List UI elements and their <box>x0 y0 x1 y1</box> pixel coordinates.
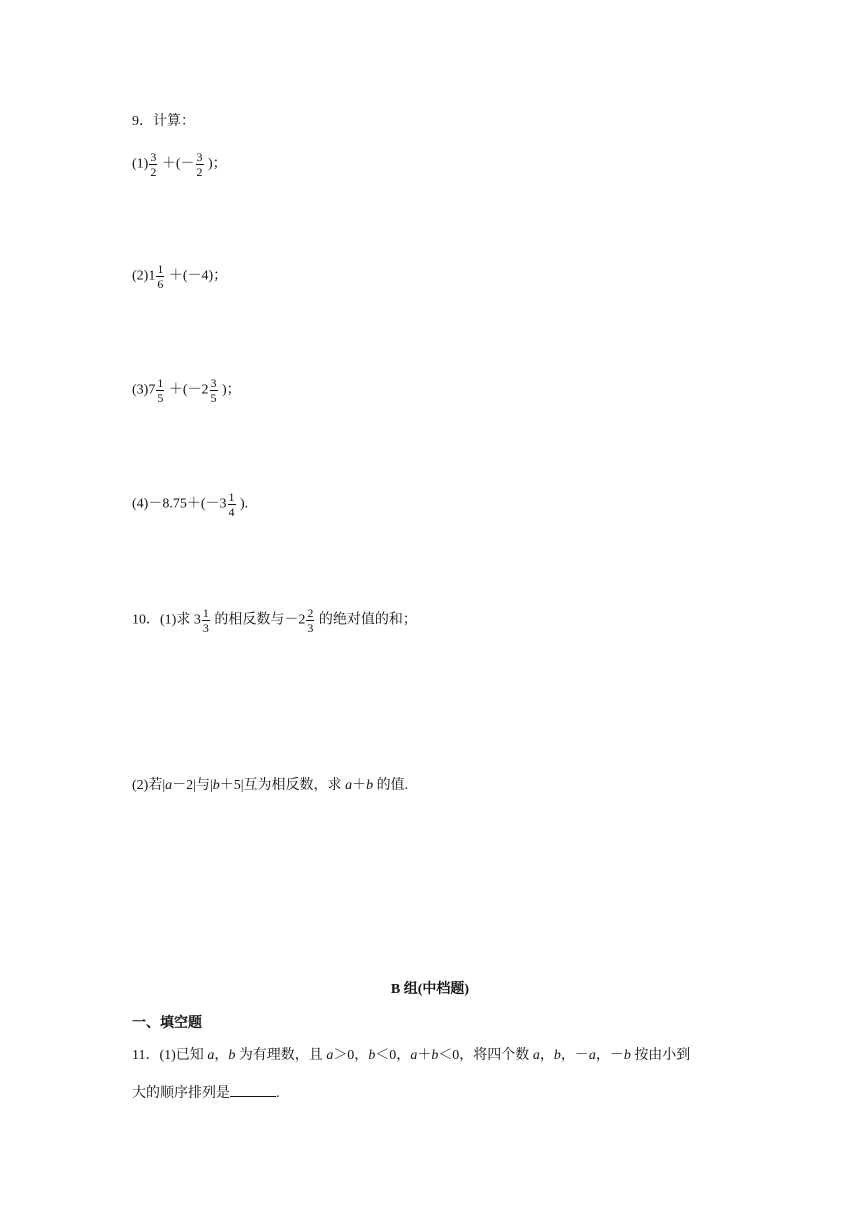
variable: a <box>345 778 353 793</box>
q10-part1 <box>132 606 417 635</box>
text-segment: ，－ <box>595 1048 624 1063</box>
variable: a <box>410 1048 418 1063</box>
q9-part3 <box>132 376 241 405</box>
fraction: $\frac{3}{2}$ <box>150 150 157 179</box>
variable: b <box>212 778 220 793</box>
q9-part1-op: ＋(－ <box>161 156 195 172</box>
q9-title: 9．计算： <box>132 114 195 129</box>
variable: b <box>366 778 374 793</box>
q9-part4-label: (4)－8.75＋(－3 <box>132 496 227 512</box>
text-segment: ＜0，将四个数 <box>438 1048 533 1063</box>
q10-part1-tail: 的绝对值的和； <box>318 612 417 628</box>
fraction: $\frac{3}{2}$ <box>196 150 203 179</box>
answer-blank[interactable] <box>230 1082 276 1097</box>
text-segment: 大的顺序排列是 <box>132 1086 230 1101</box>
text-segment: ＋ <box>417 1048 432 1063</box>
text-segment: 为有理数，且 <box>235 1048 327 1063</box>
fraction: $\frac{3}{5}$ <box>210 376 217 405</box>
fraction: $\frac{1}{4}$ <box>228 490 235 519</box>
fraction: $\frac{1}{3}$ <box>202 606 209 635</box>
q10-part1-label: 10．(1)求 3 <box>132 612 201 628</box>
q9-part1-label: (1) <box>132 156 149 172</box>
text-segment: (2)若| <box>132 778 166 793</box>
text-segment: ＋5|互为相反数，求 <box>219 778 346 793</box>
variable: b <box>431 1048 439 1063</box>
q9-part4 <box>132 490 248 519</box>
text-segment: 按由小到 <box>630 1048 691 1063</box>
group-b-heading: B 组(中档题) <box>390 982 470 997</box>
q11-line2 <box>132 1082 280 1104</box>
q9-part3-tail: )； <box>222 382 241 398</box>
q9-part1 <box>132 150 227 179</box>
variable: b <box>368 1048 376 1063</box>
variable: b <box>228 1048 236 1063</box>
text-segment: ＞0， <box>333 1048 369 1063</box>
variable: a <box>326 1048 334 1063</box>
text-segment: ，－ <box>560 1048 589 1063</box>
variable: b <box>553 1048 561 1063</box>
text-segment: －2|与| <box>172 778 213 793</box>
q10-part2 <box>132 776 408 796</box>
q9-part3-op: ＋(－2 <box>168 382 209 398</box>
variable: a <box>207 1048 215 1063</box>
variable: a <box>165 778 173 793</box>
text-segment: ＋ <box>352 778 367 793</box>
q9-part3-label: (3)7 <box>132 382 156 398</box>
q10-part1-mid: 的相反数与－2 <box>214 612 306 628</box>
q9-part1-tail: )； <box>208 156 227 172</box>
section-fill-in-blank: 一、填空题 <box>132 1016 202 1031</box>
text-segment: 11．(1)已知 <box>132 1048 208 1063</box>
q9-part4-tail: ). <box>240 496 249 512</box>
variable: a <box>588 1048 596 1063</box>
fraction: $\frac{1}{5}$ <box>157 376 164 405</box>
text-segment: ， <box>539 1048 554 1063</box>
variable: a <box>532 1048 540 1063</box>
fraction: $\frac{2}{3}$ <box>307 606 314 635</box>
fraction: $\frac{1}{6}$ <box>157 262 164 291</box>
text-segment: ＜0， <box>375 1048 411 1063</box>
q9-part2-label: (2)1 <box>132 268 156 284</box>
text-segment: . <box>276 1086 280 1101</box>
q9-part2 <box>132 262 227 291</box>
q11-line1 <box>132 1046 690 1066</box>
text-segment: 的值. <box>373 778 409 793</box>
q9-part2-tail: ＋(－4)； <box>168 268 228 284</box>
text-segment: ， <box>214 1048 229 1063</box>
variable: b <box>623 1048 631 1063</box>
